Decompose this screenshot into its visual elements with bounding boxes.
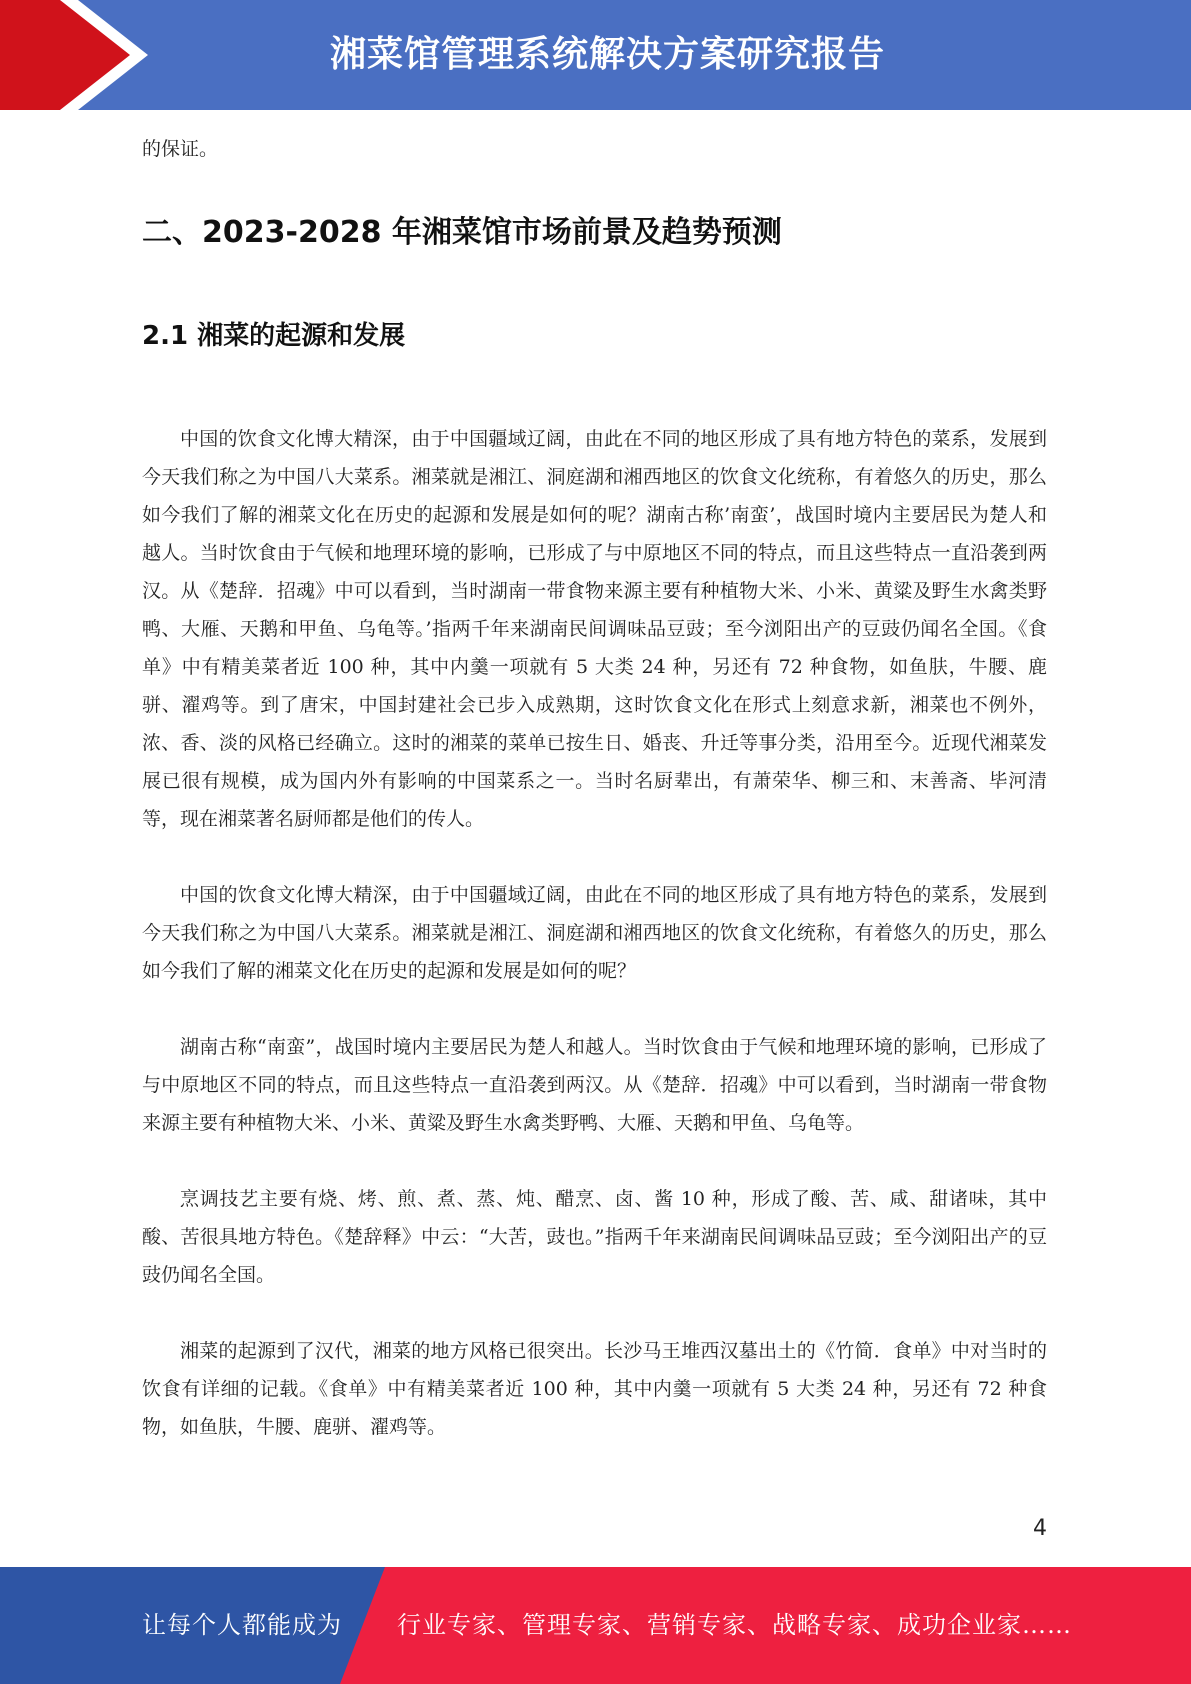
page-number: 4 xyxy=(1033,1516,1047,1541)
footer-slogan-left: 让每个人都能成为 xyxy=(142,1611,342,1639)
paragraph: 中国的饮食文化博大精深，由于中国疆域辽阔，由此在不同的地区形成了具有地方特色的菜系，发展到今天我们称之为中国八大菜系。湘菜就是湘江、洞庭湖和湘西地区的饮食文化统称，有着悠久的历史，那么如今我们了解的湘菜文化在历史的起源和发展是如何的呢？ xyxy=(142,884,1047,982)
subsection-heading: 2.1 湘菜的起源和发展 xyxy=(142,321,406,351)
page-header xyxy=(0,0,1191,110)
paragraph: 湘菜的起源到了汉代，湘菜的地方风格已很突出。长沙马王堆西汉墓出土的《竹简．食单》中对当时的饮食有详细的记载。《食单》中有精美菜者近 100 种，其中内羹一项就有 5 大类 24 种，另还有 72 种食物，如鱼肤，牛腰、鹿骈、濯鸡等。 xyxy=(142,1340,1047,1438)
paragraph: 湖南古称“南蛮”，战国时境内主要居民为楚人和越人。当时饮食由于气候和地理环境的影响，已形成了与中原地区不同的特点，而且这些特点一直沿袭到两汉。从《楚辞．招魂》中可以看到，当时湖南一带食物来源主要有种植物大米、小米、黄粱及野生水禽类野鸭、大雁、天鹅和甲鱼、乌龟等。 xyxy=(142,1036,1047,1134)
page-body xyxy=(142,130,1047,1446)
paragraph: 烹调技艺主要有烧、烤、煎、煮、蒸、炖、醋烹、卤、酱 10 种，形成了酸、苦、咸、甜诸味，其中酸、苦很具地方特色。《楚辞释》中云：“大苦，豉也。”指两千年来湖南民间调味品豆豉；至今浏阳出产的豆豉仍闻名全国。 xyxy=(142,1188,1047,1286)
footer-slogan-right: 行业专家、管理专家、营销专家、战略专家、成功企业家…… xyxy=(397,1611,1072,1639)
paragraph: 中国的饮食文化博大精深，由于中国疆域辽阔，由此在不同的地区形成了具有地方特色的菜系，发展到今天我们称之为中国八大菜系。湘菜就是湘江、洞庭湖和湘西地区的饮食文化统称，有着悠久的历史，那么如今我们了解的湘菜文化在历史的起源和发展是如何的呢？湖南古称’南蛮’，战国时境内主要居民为楚人和越人。当时饮食由于气候和地理环境的影响，已形成了与中原地区不同的特点，而且这些特点一直沿袭到两汉。从《楚辞．招魂》中可以看到，当时湖南一带食物来源主要有种植物大米、小米、黄粱及野生水禽类野鸭、大雁、天鹅和甲鱼、乌龟等。’指两千年来湖南民间调味品豆豉；至今浏阳出产的豆豉仍闻名全国。《食单》中有精美菜者近 100 种，其中内羹一项就有 5 大类 24 种，另还有 72 种食物，如鱼肤，牛腰、鹿骈、濯鸡等。到了唐宋，中国封建社会已步入成熟期，这时饮食文化在形式上刻意求新，湘菜也不例外，浓、香、淡的风格已经确立。这时的湘菜的菜单已按生日、婚丧、升迁等事分类，沿用至今。近现代湘菜发展已很有规模，成为国内外有影响的中国菜系之一。当时名厨辈出，有萧荣华、柳三和、末善斋、毕河清等，现在湘菜著名厨师都是他们的传人。 xyxy=(142,428,1047,830)
report-title: 湘菜馆管理系统解决方案研究报告 xyxy=(329,34,885,75)
section-heading: 二、2023-2028 年湘菜馆市场前景及趋势预测 xyxy=(142,215,782,250)
page-footer xyxy=(0,1567,1191,1684)
lead-text: 的保证。 xyxy=(142,138,219,160)
